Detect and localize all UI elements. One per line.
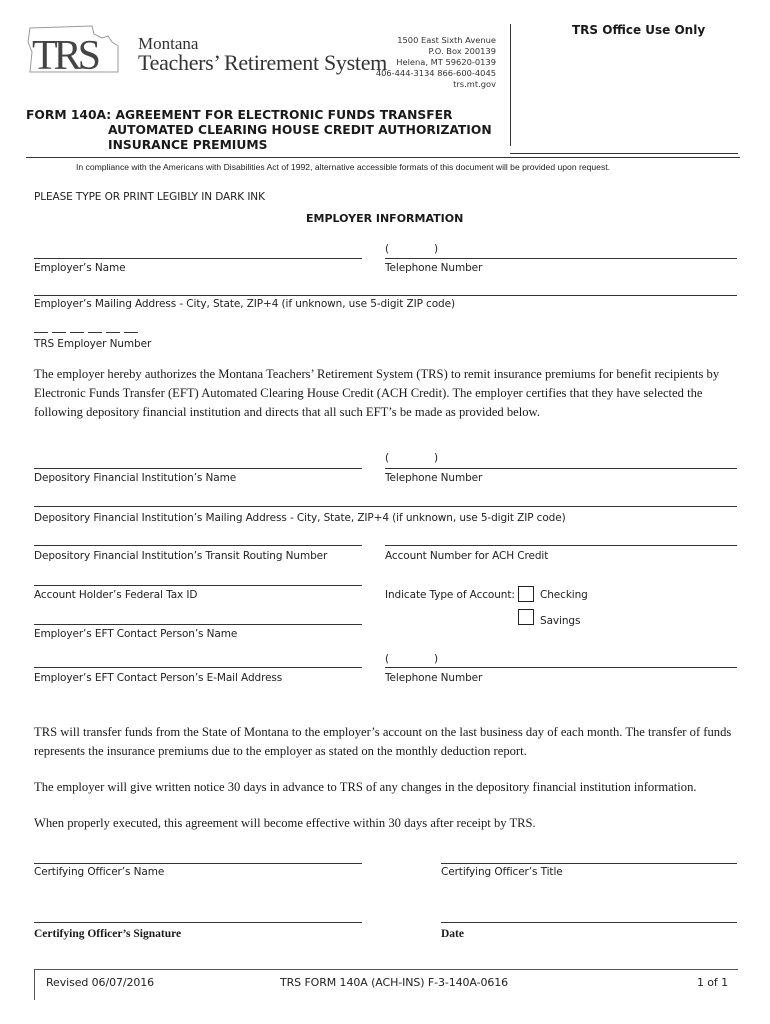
- office-use-divider: [510, 24, 511, 146]
- employer-number-label: TRS Employer Number: [34, 338, 152, 350]
- print-instruction: PLEASE TYPE OR PRINT LEGIBLY IN DARK INK: [34, 191, 265, 203]
- ada-notice: In compliance with the Americans with Disabilities Act of 1992, alternative accessible formats of this document will be provided upon request.: [76, 162, 611, 172]
- trs-address: [376, 35, 496, 90]
- footer-form-id: TRS FORM 140A (ACH-INS) F-3-140A-0616: [280, 976, 509, 989]
- tax-id-field[interactable]: [34, 567, 362, 586]
- title-line-3: INSURANCE PREMIUMS: [108, 138, 268, 152]
- phone-close-paren: ): [434, 243, 439, 255]
- signature-label: Certifying Officer’s Signature: [34, 928, 182, 940]
- svg-text:TRS: TRS: [32, 33, 98, 79]
- savings-checkbox[interactable]: [518, 609, 534, 625]
- employer-name-label: Employer’s Name: [34, 262, 126, 274]
- employer-phone-label: Telephone Number: [385, 262, 483, 274]
- title-line-1: FORM 140A: AGREEMENT FOR ELECTRONIC FUNDS TRANSFER: [26, 108, 453, 122]
- checking-checkbox[interactable]: [518, 586, 534, 602]
- title-rule: [26, 157, 740, 158]
- trs-logo: [22, 22, 127, 82]
- contact-phone-label: Telephone Number: [385, 672, 483, 684]
- office-use-divider-bottom: [510, 153, 738, 154]
- authorization-paragraph: The employer hereby authorizes the Montana Teachers’ Retirement System (TRS) to remit insurance premiums for benefit recipients by Electronic Funds Transfer (EFT) Automated Clearing House Credit (ACH Credit). The employer certifies that they have selected the following depository financial institution and directs that all such EFT’s be made as provided below.: [34, 367, 720, 419]
- bank-address-label: Depository Financial Institution’s Mailing Address - City, State, ZIP+4 (if unknown, use 5-digit ZIP code): [34, 512, 566, 524]
- phone-open-paren: (: [385, 243, 390, 255]
- bank-phone-field[interactable]: [385, 450, 737, 469]
- account-type-label: Indicate Type of Account:: [385, 589, 515, 601]
- bank-phone-open-paren: (: [385, 452, 390, 464]
- transfer-paragraph: TRS will transfer funds from the State of Montana to the employer’s account on the last business day of each month. The transfer of funds represents the insurance premiums due to the employer as stated on the monthly deduction report.: [34, 725, 732, 758]
- org-line-1: Montana: [138, 34, 199, 53]
- address-line: P.O. Box 200139: [428, 46, 496, 56]
- address-line: Helena, MT 59620-0139: [396, 57, 496, 67]
- bank-phone-close-paren: ): [434, 452, 439, 464]
- address-line: trs.mt.gov: [453, 79, 496, 89]
- savings-label: Savings: [540, 615, 581, 627]
- contact-phone-open-paren: (: [385, 653, 390, 665]
- contact-name-label: Employer’s EFT Contact Person’s Name: [34, 628, 238, 640]
- bank-name-field[interactable]: [34, 450, 362, 469]
- officer-title-label: Certifying Officer’s Title: [441, 866, 563, 878]
- bank-phone-label: Telephone Number: [385, 472, 483, 484]
- contact-email-label: Employer’s EFT Contact Person’s E-Mail Address: [34, 672, 283, 684]
- contact-phone-field[interactable]: [385, 649, 737, 668]
- bank-name-label: Depository Financial Institution’s Name: [34, 472, 237, 484]
- officer-name-field[interactable]: [34, 845, 362, 864]
- employer-number-field[interactable]: [34, 322, 144, 334]
- account-number-label: Account Number for ACH Credit: [385, 550, 549, 562]
- tax-id-label: Account Holder’s Federal Tax ID: [34, 589, 198, 601]
- footer-revised: Revised 06/07/2016: [46, 976, 155, 989]
- address-line: 406-444-3134 866-600-4045: [375, 68, 496, 78]
- account-number-field[interactable]: [385, 527, 737, 546]
- employer-address-label: Employer’s Mailing Address - City, State, ZIP+4 (if unknown, use 5-digit ZIP code): [34, 298, 455, 310]
- notice-paragraph: The employer will give written notice 30 days in advance to TRS of any changes in the depository financial institution information.: [34, 780, 697, 794]
- employer-name-field[interactable]: [34, 240, 362, 259]
- contact-name-field[interactable]: [34, 606, 362, 625]
- routing-number-label: Depository Financial Institution’s Transit Routing Number: [34, 550, 328, 562]
- checking-label: Checking: [540, 589, 588, 601]
- address-line: 1500 East Sixth Avenue: [397, 35, 496, 45]
- footer-page-number: 1 of 1: [697, 976, 728, 989]
- employer-phone-field[interactable]: [385, 240, 737, 259]
- contact-email-field[interactable]: [34, 649, 362, 668]
- employer-address-field[interactable]: [34, 277, 737, 296]
- org-line-2: Teachers’ Retirement System: [138, 50, 387, 75]
- officer-name-label: Certifying Officer’s Name: [34, 866, 165, 878]
- montana-map-icon: [22, 22, 127, 82]
- date-label: Date: [441, 928, 464, 940]
- title-line-2: AUTOMATED CLEARING HOUSE CREDIT AUTHORIZATION: [108, 123, 492, 137]
- employer-section-title: EMPLOYER INFORMATION: [306, 212, 464, 225]
- form-title: [26, 108, 492, 153]
- date-field[interactable]: [441, 904, 737, 923]
- routing-number-field[interactable]: [34, 527, 362, 546]
- effective-paragraph: When properly executed, this agreement will become effective within 30 days after receipt by TRS.: [34, 816, 536, 830]
- officer-title-field[interactable]: [441, 845, 737, 864]
- bank-address-field[interactable]: [34, 488, 737, 507]
- contact-phone-close-paren: ): [434, 653, 439, 665]
- office-use-label: TRS Office Use Only: [572, 23, 706, 37]
- officer-signature-field[interactable]: [34, 904, 362, 923]
